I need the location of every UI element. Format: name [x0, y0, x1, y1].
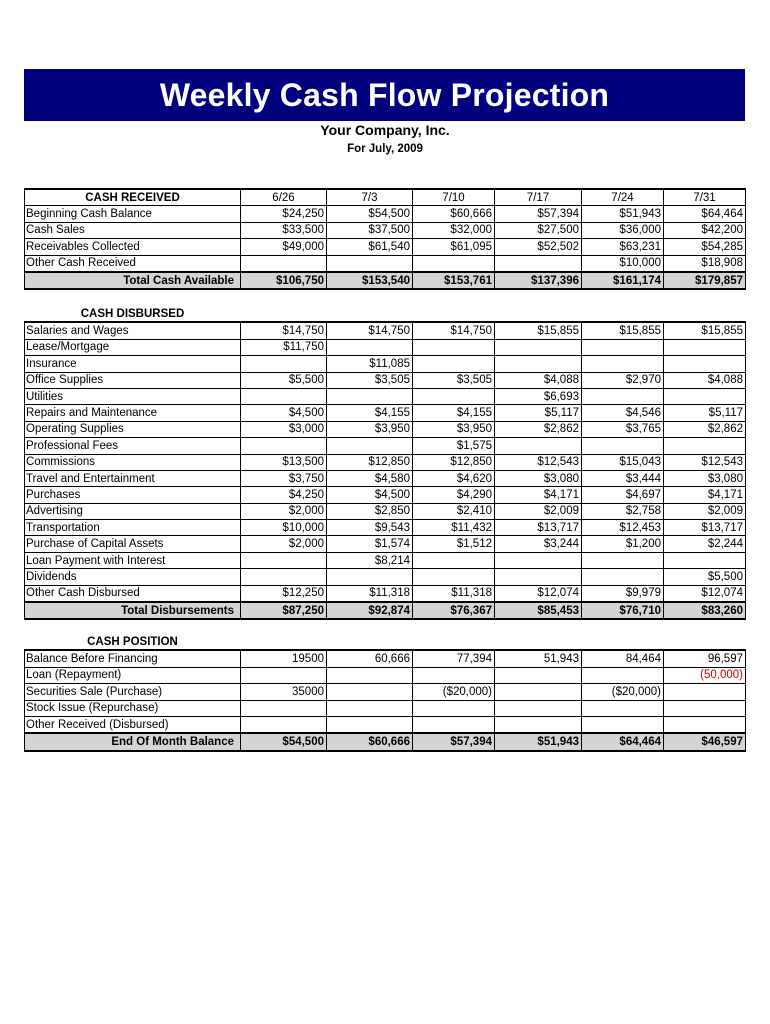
row-value: $14,750: [413, 322, 495, 339]
total-value: $76,367: [413, 602, 495, 619]
row-label: Beginning Cash Balance: [25, 206, 241, 222]
row-value: $1,512: [413, 536, 495, 552]
total-value: $137,396: [495, 272, 582, 289]
row-label: Salaries and Wages: [25, 322, 241, 339]
table-row: [25, 585, 746, 602]
row-label: Stock Issue (Repurchase): [25, 700, 241, 716]
total-value: $83,260: [664, 602, 746, 619]
company-name: Your Company, Inc.: [320, 122, 450, 138]
row-value: $5,500: [241, 372, 327, 388]
row-label: Other Cash Disbursed: [25, 585, 241, 602]
row-label: Travel and Entertainment: [25, 470, 241, 486]
row-value: $4,580: [327, 470, 413, 486]
row-value: $4,155: [413, 405, 495, 421]
total-label: End Of Month Balance: [25, 733, 241, 750]
row-value: $4,171: [495, 487, 582, 503]
total-value: $60,666: [327, 733, 413, 750]
empty-cell: [413, 306, 495, 322]
row-value: [327, 255, 413, 272]
table-row: [25, 470, 746, 486]
row-label: Insurance: [25, 356, 241, 372]
row-value: $4,171: [664, 487, 746, 503]
table-row: [25, 372, 746, 388]
row-value: [413, 356, 495, 372]
row-value: [664, 684, 746, 700]
row-value: $36,000: [582, 222, 664, 238]
row-value: $4,546: [582, 405, 664, 421]
empty-cell: [495, 306, 582, 322]
report-title-banner: [24, 69, 745, 121]
section-heading-row: [25, 189, 746, 206]
row-label: Utilities: [25, 388, 241, 404]
table-row: [25, 716, 746, 733]
row-value: [664, 438, 746, 454]
row-value: $15,043: [582, 454, 664, 470]
row-value: [495, 716, 582, 733]
row-value: $6,693: [495, 388, 582, 404]
row-label: Professional Fees: [25, 438, 241, 454]
table-row: [25, 536, 746, 552]
row-value: $37,500: [327, 222, 413, 238]
row-value: $15,855: [664, 322, 746, 339]
week-date-header: 7/17: [495, 189, 582, 206]
row-value: [413, 667, 495, 683]
row-value: [241, 700, 327, 716]
row-value: ($20,000): [582, 684, 664, 700]
row-value: $12,850: [413, 454, 495, 470]
row-value: $1,575: [413, 438, 495, 454]
row-value: $64,464: [664, 206, 746, 222]
row-value: $2,850: [327, 503, 413, 519]
row-value: $4,088: [495, 372, 582, 388]
row-value: $13,717: [495, 520, 582, 536]
row-value: $18,908: [664, 255, 746, 272]
row-label: Loan Payment with Interest: [25, 552, 241, 568]
row-value: $9,543: [327, 520, 413, 536]
row-value: $10,000: [582, 255, 664, 272]
empty-cell: [582, 634, 664, 650]
table-row: [25, 667, 746, 683]
week-date-header: 7/24: [582, 189, 664, 206]
row-value: 96,597: [664, 650, 746, 667]
table-row: [25, 650, 746, 667]
row-value: $3,080: [664, 470, 746, 486]
total-value: $46,597: [664, 733, 746, 750]
empty-cell: [241, 634, 327, 650]
row-label: Balance Before Financing: [25, 650, 241, 667]
row-value: $57,394: [495, 206, 582, 222]
row-value: $15,855: [582, 322, 664, 339]
row-value: [664, 700, 746, 716]
row-value: $3,505: [413, 372, 495, 388]
row-value: [495, 339, 582, 355]
row-value: $2,009: [495, 503, 582, 519]
row-value: $12,453: [582, 520, 664, 536]
row-value: $2,970: [582, 372, 664, 388]
row-label: Other Cash Received: [25, 255, 241, 272]
row-value: [664, 716, 746, 733]
row-value: $4,290: [413, 487, 495, 503]
table-row: [25, 421, 746, 437]
row-value: [327, 438, 413, 454]
row-value: $4,155: [327, 405, 413, 421]
row-value: $2,000: [241, 503, 327, 519]
table-row: [25, 405, 746, 421]
row-value: [327, 667, 413, 683]
row-label: Loan (Repayment): [25, 667, 241, 683]
row-value: $15,855: [495, 322, 582, 339]
row-value: $11,085: [327, 356, 413, 372]
row-value: [582, 339, 664, 355]
row-value: $27,500: [495, 222, 582, 238]
row-value: $8,214: [327, 552, 413, 568]
row-value: $33,500: [241, 222, 327, 238]
row-value: $3,000: [241, 421, 327, 437]
row-value: 60,666: [327, 650, 413, 667]
row-value: [582, 700, 664, 716]
row-label: Purchases: [25, 487, 241, 503]
total-value: $64,464: [582, 733, 664, 750]
row-value: $5,117: [664, 405, 746, 421]
row-value: $12,074: [495, 585, 582, 602]
row-value: [495, 684, 582, 700]
row-value: [495, 356, 582, 372]
report-period: For July, 2009: [347, 143, 423, 155]
table-row: [25, 520, 746, 536]
total-value: $54,500: [241, 733, 327, 750]
table-row: [25, 700, 746, 716]
empty-cell: [495, 634, 582, 650]
section-heading: CASH POSITION: [87, 635, 178, 648]
total-value: $153,540: [327, 272, 413, 289]
table-row: [25, 487, 746, 503]
row-value: 77,394: [413, 650, 495, 667]
row-value: $3,765: [582, 421, 664, 437]
row-value: $3,505: [327, 372, 413, 388]
row-value: [495, 255, 582, 272]
row-value: $14,750: [327, 322, 413, 339]
row-value: [413, 339, 495, 355]
empty-cell: [327, 634, 413, 650]
week-date-header: 7/10: [413, 189, 495, 206]
row-value: $63,231: [582, 239, 664, 255]
row-label: Repairs and Maintenance: [25, 405, 241, 421]
row-value: [495, 667, 582, 683]
row-value: $24,250: [241, 206, 327, 222]
table-row: [25, 222, 746, 238]
cash-received-table: [24, 188, 746, 290]
row-value: $2,009: [664, 503, 746, 519]
row-value: [495, 700, 582, 716]
table-row: [25, 503, 746, 519]
row-value: (50,000): [664, 667, 746, 683]
row-label: Commissions: [25, 454, 241, 470]
total-value: $153,761: [413, 272, 495, 289]
row-value: [327, 716, 413, 733]
row-value: $54,285: [664, 239, 746, 255]
section-heading: CASH RECEIVED: [25, 189, 241, 206]
row-label: Lease/Mortgage: [25, 339, 241, 355]
row-label: Operating Supplies: [25, 421, 241, 437]
section-heading-row: [25, 306, 746, 322]
row-label: Office Supplies: [25, 372, 241, 388]
row-value: $12,543: [495, 454, 582, 470]
row-value: $12,074: [664, 585, 746, 602]
row-value: [327, 700, 413, 716]
row-value: [582, 716, 664, 733]
row-value: $1,200: [582, 536, 664, 552]
row-value: $4,620: [413, 470, 495, 486]
row-value: [327, 339, 413, 355]
row-value: $12,543: [664, 454, 746, 470]
row-value: [327, 388, 413, 404]
row-value: $5,117: [495, 405, 582, 421]
row-value: $2,410: [413, 503, 495, 519]
row-value: [582, 552, 664, 568]
cash-position-table: [24, 634, 746, 752]
row-value: $2,244: [664, 536, 746, 552]
total-value: $92,874: [327, 602, 413, 619]
row-value: $4,088: [664, 372, 746, 388]
row-value: [495, 552, 582, 568]
total-label: Total Disbursements: [25, 602, 241, 619]
row-value: $3,950: [327, 421, 413, 437]
row-value: [241, 438, 327, 454]
table-row: [25, 239, 746, 255]
row-value: [413, 255, 495, 272]
row-value: [582, 388, 664, 404]
row-value: $3,750: [241, 470, 327, 486]
row-value: $11,318: [327, 585, 413, 602]
row-value: $3,244: [495, 536, 582, 552]
row-value: $14,750: [241, 322, 327, 339]
row-label: Transportation: [25, 520, 241, 536]
total-row: [25, 602, 746, 619]
row-value: $9,979: [582, 585, 664, 602]
row-value: [664, 388, 746, 404]
row-value: $61,540: [327, 239, 413, 255]
total-value: $161,174: [582, 272, 664, 289]
row-value: 51,943: [495, 650, 582, 667]
total-value: $51,943: [495, 733, 582, 750]
empty-cell: [582, 306, 664, 322]
row-value: 84,464: [582, 650, 664, 667]
section-heading: CASH DISBURSED: [80, 307, 185, 320]
total-row: [25, 272, 746, 289]
row-value: $4,697: [582, 487, 664, 503]
row-value: [241, 716, 327, 733]
row-value: ($20,000): [413, 684, 495, 700]
table-row: [25, 339, 746, 355]
row-value: [495, 569, 582, 585]
row-value: [664, 339, 746, 355]
row-value: [413, 552, 495, 568]
week-date-header: 7/3: [327, 189, 413, 206]
row-value: $4,250: [241, 487, 327, 503]
row-value: $12,850: [327, 454, 413, 470]
row-value: [241, 569, 327, 585]
row-value: $2,000: [241, 536, 327, 552]
row-value: $51,943: [582, 206, 664, 222]
row-value: $32,000: [413, 222, 495, 238]
row-value: [327, 569, 413, 585]
total-value: $179,857: [664, 272, 746, 289]
row-label: Purchase of Capital Assets: [25, 536, 241, 552]
total-value: $85,453: [495, 602, 582, 619]
row-value: [241, 667, 327, 683]
row-value: [582, 569, 664, 585]
row-value: $11,432: [413, 520, 495, 536]
total-value: $57,394: [413, 733, 495, 750]
row-value: $2,862: [664, 421, 746, 437]
empty-cell: [241, 306, 327, 322]
table-row: [25, 322, 746, 339]
row-label: Securities Sale (Purchase): [25, 684, 241, 700]
row-value: [664, 356, 746, 372]
row-value: [582, 356, 664, 372]
row-value: $4,500: [241, 405, 327, 421]
row-value: $3,080: [495, 470, 582, 486]
week-date-header: 6/26: [241, 189, 327, 206]
row-value: $13,717: [664, 520, 746, 536]
row-value: $54,500: [327, 206, 413, 222]
row-value: $4,500: [327, 487, 413, 503]
row-value: $42,200: [664, 222, 746, 238]
row-value: $3,444: [582, 470, 664, 486]
empty-cell: [664, 306, 746, 322]
table-row: [25, 438, 746, 454]
row-value: [241, 255, 327, 272]
row-value: [413, 569, 495, 585]
row-value: 19500: [241, 650, 327, 667]
row-label: Advertising: [25, 503, 241, 519]
row-value: $49,000: [241, 239, 327, 255]
table-row: [25, 552, 746, 568]
empty-cell: [413, 634, 495, 650]
row-value: [413, 716, 495, 733]
table-row: [25, 684, 746, 700]
row-value: $12,250: [241, 585, 327, 602]
row-value: $61,095: [413, 239, 495, 255]
row-value: $10,000: [241, 520, 327, 536]
total-value: $106,750: [241, 272, 327, 289]
section-heading-row: [25, 634, 746, 650]
total-row: [25, 733, 746, 750]
row-value: $2,758: [582, 503, 664, 519]
empty-cell: [664, 634, 746, 650]
report-title: Weekly Cash Flow Projection: [159, 76, 610, 113]
row-label: Cash Sales: [25, 222, 241, 238]
row-label: Dividends: [25, 569, 241, 585]
cash-disbursed-table: [24, 306, 746, 620]
row-value: $2,862: [495, 421, 582, 437]
total-value: $87,250: [241, 602, 327, 619]
row-value: $60,666: [413, 206, 495, 222]
row-label: Other Received (Disbursed): [25, 716, 241, 733]
row-value: [413, 388, 495, 404]
row-value: $3,950: [413, 421, 495, 437]
row-value: [664, 552, 746, 568]
row-value: [413, 700, 495, 716]
row-value: [241, 388, 327, 404]
table-row: [25, 206, 746, 222]
row-value: [582, 667, 664, 683]
table-row: [25, 454, 746, 470]
row-value: [327, 684, 413, 700]
table-row: [25, 255, 746, 272]
row-value: $13,500: [241, 454, 327, 470]
table-row: [25, 388, 746, 404]
table-row: [25, 569, 746, 585]
total-value: $76,710: [582, 602, 664, 619]
row-value: [495, 438, 582, 454]
row-label: Receivables Collected: [25, 239, 241, 255]
row-value: 35000: [241, 684, 327, 700]
empty-cell: [327, 306, 413, 322]
row-value: $1,574: [327, 536, 413, 552]
row-value: $5,500: [664, 569, 746, 585]
row-value: [241, 552, 327, 568]
table-row: [25, 356, 746, 372]
row-value: $11,318: [413, 585, 495, 602]
row-value: [582, 438, 664, 454]
row-value: $52,502: [495, 239, 582, 255]
week-date-header: 7/31: [664, 189, 746, 206]
row-value: $11,750: [241, 339, 327, 355]
row-value: [241, 356, 327, 372]
total-label: Total Cash Available: [25, 272, 241, 289]
